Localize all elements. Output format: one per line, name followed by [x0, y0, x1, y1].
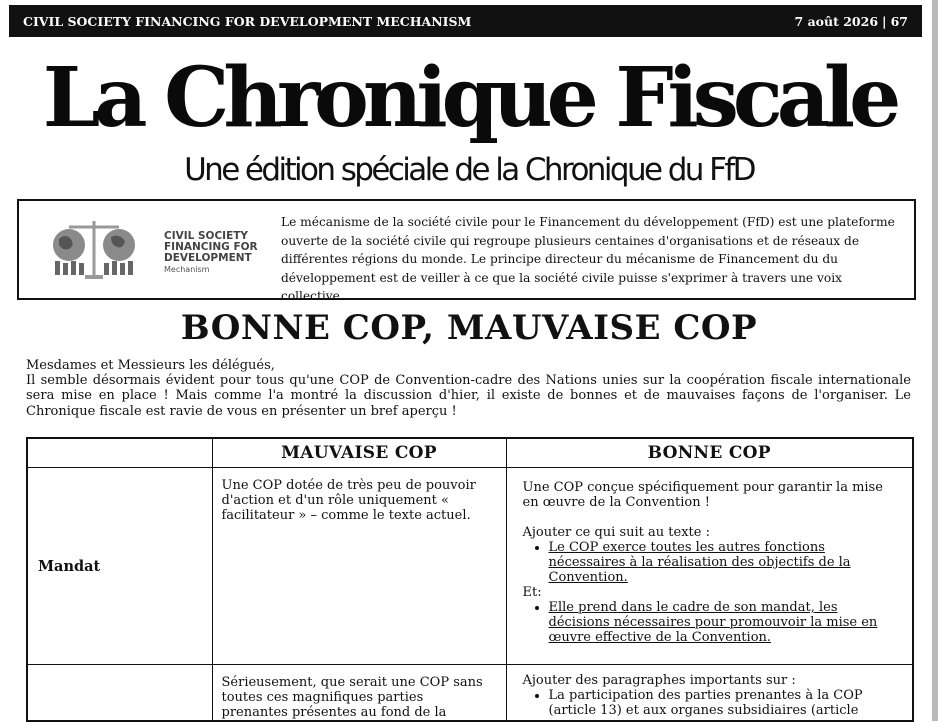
good-cop-cell — [506, 468, 913, 665]
issue-date: 7 août 2026 — [794, 13, 879, 29]
top-banner — [9, 5, 922, 37]
table-row — [27, 665, 913, 722]
info-box — [17, 199, 916, 303]
good-cop-add-label: Ajouter ce qui suit au texte : — [522, 525, 710, 540]
row-label: Mandat — [27, 468, 212, 665]
logo-line-3: DEVELOPMENT — [164, 252, 252, 264]
list-item: • Elle prend dans le cadre de son mandat, les décisions nécessaires pour promouvoir la mise en œuvre effective de la Convention. — [549, 600, 897, 645]
newspaper-subtitle: Une édition spéciale de la Chronique du FfD — [184, 152, 754, 188]
article-headline: BONNE COP, MAUVAISE COP — [180, 308, 758, 348]
newspaper-title: La Chronique Fiscale — [42, 50, 896, 146]
logo-line-1: CIVIL SOCIETY — [164, 230, 249, 242]
header-good-cop: BONNE COP — [506, 438, 913, 468]
good-cop-list — [523, 540, 897, 585]
page-number: 67 — [890, 13, 908, 29]
comparison-table — [26, 437, 914, 722]
bad-cop-text: Une COP dotée de très peu de pouvoir d'action et d'un rôle uniquement « facilitateur » – comme le texte actuel. — [221, 478, 476, 523]
table-header-row — [27, 438, 913, 468]
issue-info — [795, 14, 908, 29]
intro-paragraph: Il semble désormais évident pour tous qu'une COP de Convention-cadre des Nations unies sur la coopération fiscale internationale sera mise en place ! Mais comme l'a montré la discussion d'hier, il existe de bonnes et de mauvaises façons de l'organiser. Le Chronique fiscale est ravie de vous en présenter un bref aperçu ! — [26, 373, 911, 419]
logo-line-2: FINANCING FOR — [164, 241, 258, 253]
logo-line-4: Mechanism — [164, 265, 210, 274]
good-cop-list — [523, 688, 897, 718]
header-empty — [27, 438, 212, 468]
good-cop-cell — [506, 665, 913, 722]
header-bad-cop: MAUVAISE COP — [212, 438, 506, 468]
mechanism-description: Le mécanisme de la société civile pour le Financement du développement (FfD) est une plateforme ouverte de la société civile qui regroupe plusieurs centaines d'organisations et de réseaux de différentes régions du monde. Le principe directeur du mécanisme de Financement du du développement est de veiller à ce que la société civile puisse s'exprimer à travers une voix collective. — [281, 215, 895, 303]
bad-cop-cell — [212, 468, 506, 665]
bad-cop-text: Sérieusement, que serait une COP sans toutes ces magnifiques parties prenantes présentes au fond de la — [221, 675, 483, 720]
greeting: Mesdames et Messieurs les délégués, — [26, 358, 275, 373]
bad-cop-cell — [212, 665, 506, 722]
separator: | — [882, 13, 887, 29]
list-item: • Le COP exerce toutes les autres fonctions nécessaires à la réalisation des objectifs de la Convention. — [549, 540, 897, 585]
cs-ffd-logo — [49, 217, 269, 283]
organization-name: CIVIL SOCIETY FINANCING FOR DEVELOPMENT MECHANISM — [23, 13, 472, 29]
good-cop-et: Et: — [522, 585, 542, 600]
good-cop-intro: Une COP conçue spécifiquement pour garantir la mise en œuvre de la Convention ! — [522, 480, 883, 510]
globe-scales-icon — [49, 217, 139, 283]
good-cop-add-label: Ajouter des paragraphes importants sur : — [522, 673, 796, 688]
logo-wordmark — [164, 231, 258, 275]
list-item: • La participation des parties prenantes à la COP (article 13) et aux organes subsidiaires (article — [549, 688, 897, 718]
table-row — [27, 468, 913, 665]
article-intro — [26, 358, 911, 419]
row-label — [27, 665, 212, 722]
good-cop-list-2 — [523, 600, 897, 645]
